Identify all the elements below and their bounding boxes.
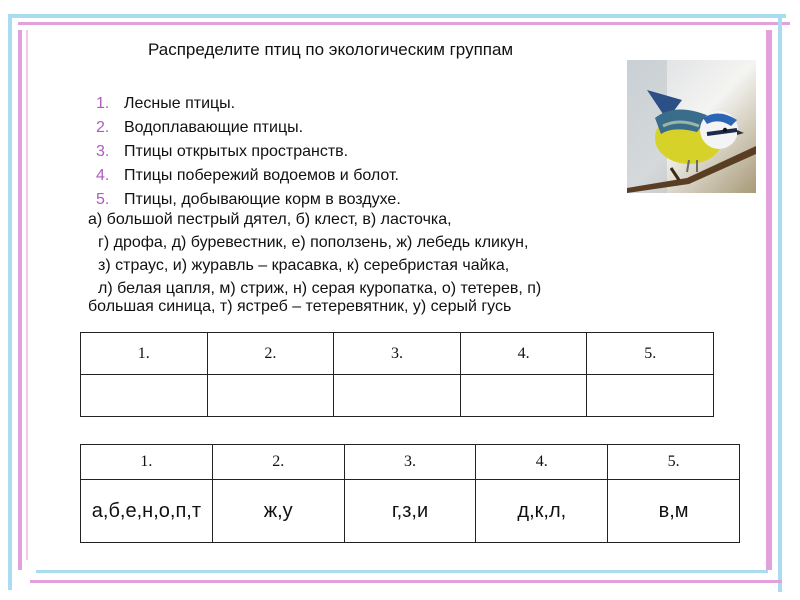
table-header-cell: 1. (81, 333, 208, 375)
group-item: 2. Водоплавающие птицы. (96, 119, 304, 136)
table-empty-cell (334, 375, 461, 417)
table-empty-cell (460, 375, 587, 417)
table-header-row (81, 445, 740, 480)
frame-left-pink-bar (18, 30, 22, 570)
table-header-cell: 5. (587, 333, 714, 375)
group-item: 3. Птицы открытых пространств. (96, 143, 349, 160)
birds-line: л) белая цапля, м) стриж, н) серая куропатка, о) тетерев, п) (98, 280, 542, 297)
table-header-cell: 5. (608, 445, 740, 480)
table-answer-cell: д,к,л, (476, 480, 608, 543)
table-header-cell: 2. (212, 445, 344, 480)
birds-line: з) страус, и) журавль – красавка, к) серебристая чайка, (98, 257, 510, 274)
table-answer-cell: ж,у (212, 480, 344, 543)
frame-bottom-pink-bar (30, 580, 782, 583)
table-empty-cell (207, 375, 334, 417)
table-header-cell: 4. (476, 445, 608, 480)
group-item: 5. Птицы, добывающие корм в воздухе. (96, 191, 401, 208)
blue-tit-bird-photo (627, 60, 756, 193)
table-empty-cell (587, 375, 714, 417)
birds-list-text (88, 208, 541, 318)
frame-top-blue-bar (8, 14, 786, 18)
table-answer-row (81, 480, 740, 543)
birds-line: большая синица, т) ястреб – тетеревятник, у) серый гусь (88, 298, 512, 315)
table-header-cell: 3. (334, 333, 461, 375)
answers-table (80, 444, 740, 543)
table-header-cell: 3. (344, 445, 476, 480)
frame-right-pink-bar (766, 30, 772, 570)
ecological-groups-list (96, 92, 401, 212)
page-title: Распределите птиц по экологическим группам (148, 40, 514, 59)
group-item: 1. Лесные птицы. (96, 95, 236, 112)
birds-line: а) большой пестрый дятел, б) клест, в) ласточка, (88, 211, 452, 228)
frame-bottom-blue-bar (36, 570, 768, 573)
table-empty-row (81, 375, 714, 417)
empty-answer-table (80, 332, 714, 417)
table-header-cell: 1. (81, 445, 213, 480)
birds-line: г) дрофа, д) буревестник, е) поползень, ж) лебедь кликун, (98, 234, 529, 251)
frame-left-pink-thin-bar (26, 30, 28, 560)
table-answer-cell: в,м (608, 480, 740, 543)
group-item: 4. Птицы побережий водоемов и болот. (96, 167, 399, 184)
frame-top-pink-bar (18, 22, 790, 25)
table-empty-cell (81, 375, 208, 417)
table-answer-cell: а,б,е,н,о,п,т (81, 480, 213, 543)
table-answer-cell: г,з,и (344, 480, 476, 543)
table-header-cell: 2. (207, 333, 334, 375)
table-header-cell: 4. (460, 333, 587, 375)
frame-right-blue-bar (778, 14, 782, 592)
frame-left-blue-bar (8, 14, 12, 590)
table-header-row (81, 333, 714, 375)
